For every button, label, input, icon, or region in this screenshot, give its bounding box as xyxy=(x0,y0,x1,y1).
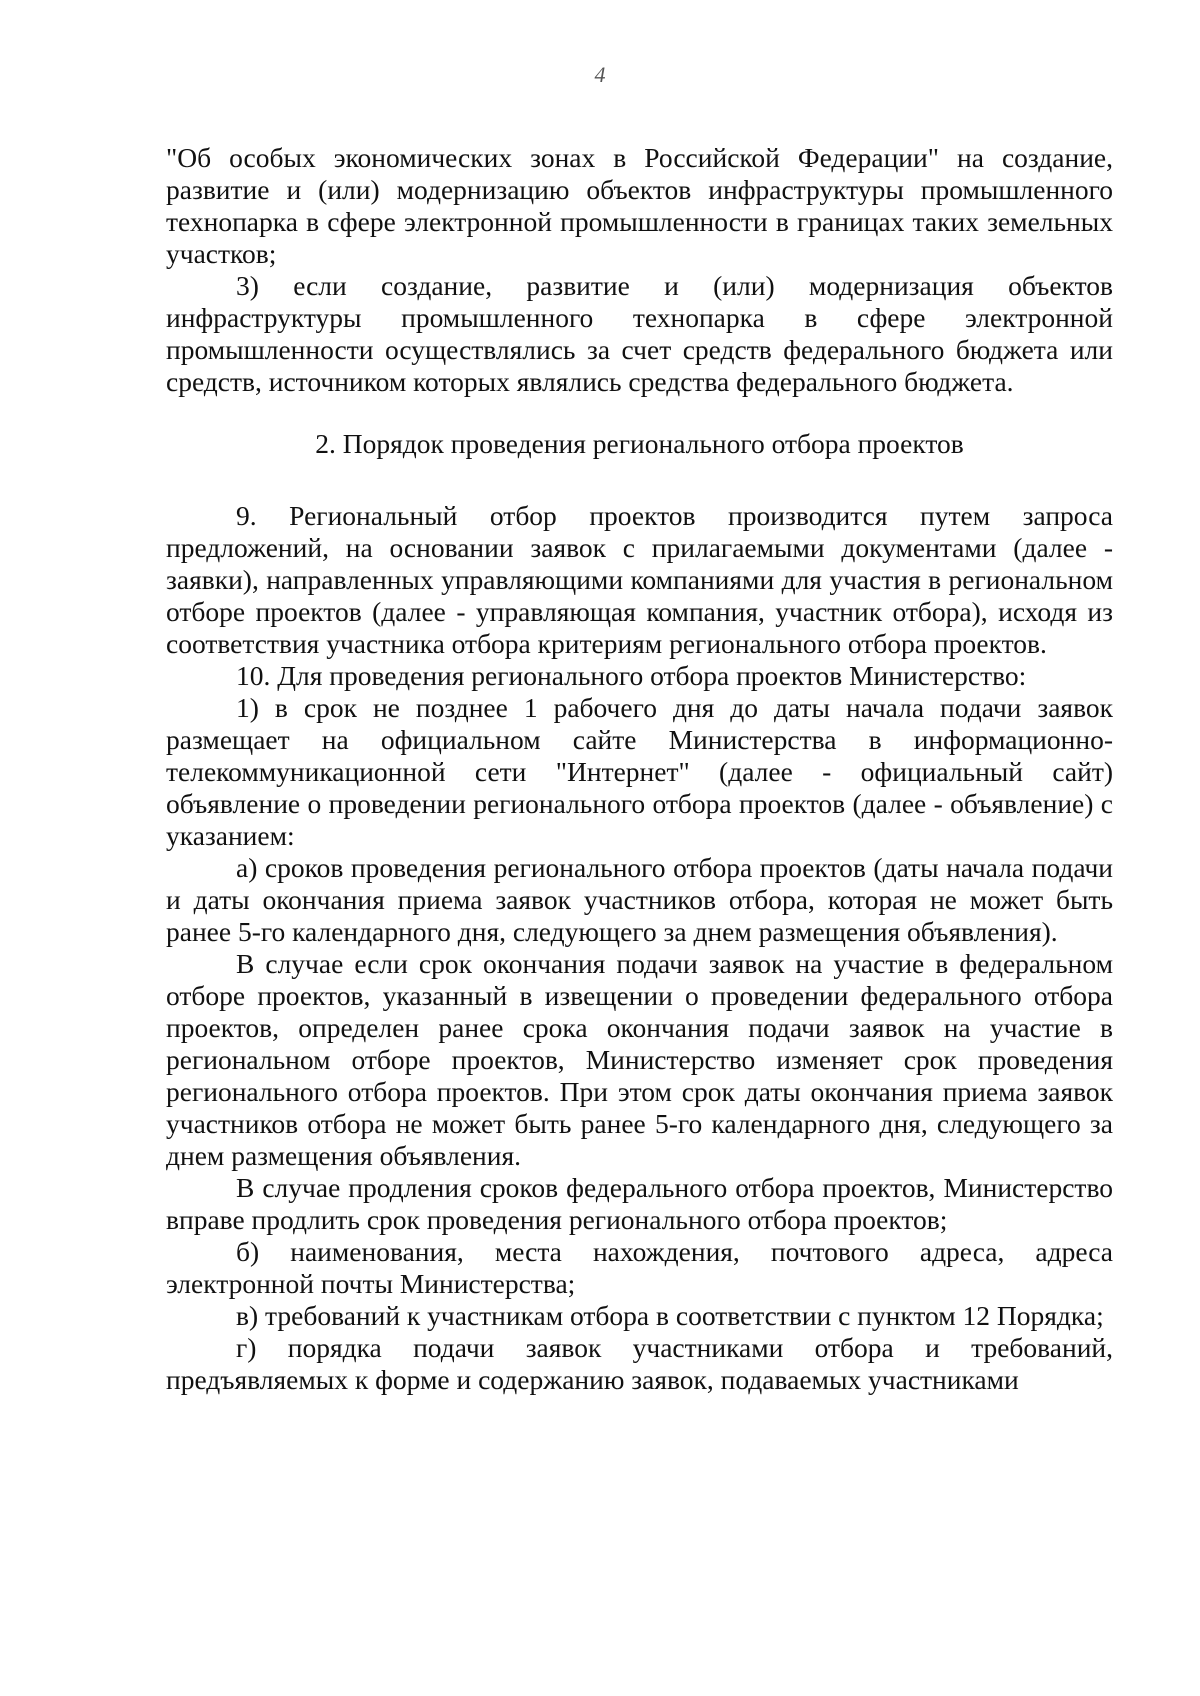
document-body xyxy=(166,142,1113,1396)
paragraph-10-item-1: 1) в срок не позднее 1 рабочего дня до даты начала подачи заявок размещает на официальном сайте Министерства в информационно-телекоммуникационной сети "Интернет" (далее - официальный сайт) объявление о проведении регионального отбора проектов (далее - объявление) с указанием: xyxy=(166,692,1113,851)
paragraph-case-deadline: В случае если срок окончания подачи заявок на участие в федеральном отборе проектов, указанный в извещении о проведении федерального отбора проектов, определен ранее срока окончания подачи заявок на участие в региональном отборе проектов, Министерство изменяет срок проведения регионального отбора проектов. При этом срок даты окончания приема заявок участников отбора не может быть ранее 5-го календарного дня, следующего за днем размещения объявления. xyxy=(166,948,1113,1171)
page-number: 4 xyxy=(594,62,606,87)
paragraph-subitem-g: г) порядка подачи заявок участниками отбора и требований, предъявляемых к форме и содержанию заявок, подаваемых участниками xyxy=(166,1332,1113,1395)
paragraph-subitem-a: а) сроков проведения регионального отбора проектов (даты начала подачи и даты окончания приема заявок участников отбора, которая не может быть ранее 5-го календарного дня, следующего за днем размещения объявления). xyxy=(166,852,1113,947)
paragraph-subitem-b: б) наименования, места нахождения, почтового адреса, адреса электронной почты Министерства; xyxy=(166,1236,1113,1299)
paragraph-subitem-v: в) требований к участникам отбора в соответствии с пунктом 12 Порядка; xyxy=(236,1300,1104,1331)
paragraph-10: 10. Для проведения регионального отбора проектов Министерство: xyxy=(236,660,1027,691)
paragraph-case-extension: В случае продления сроков федерального отбора проектов, Министерство вправе продлить срок проведения регионального отбора проектов; xyxy=(166,1172,1113,1235)
section-heading: 2. Порядок проведения регионального отбора проектов xyxy=(315,428,964,459)
paragraph-item-3: 3) если создание, развитие и (или) модернизация объектов инфраструктуры промышленного технопарка в сфере электронной промышленности осуществлялись за счет средств федерального бюджета или средств, источником которых являлись средства федерального бюджета. xyxy=(166,270,1113,397)
paragraph-continuation: "Об особых экономических зонах в Российской Федерации" на создание, развитие и (или) модернизацию объектов инфраструктуры промышленного технопарка в сфере электронной промышленности в границах таких земельных участков; xyxy=(166,142,1113,269)
paragraph-9: 9. Региональный отбор проектов производится путем запроса предложений, на основании заявок с прилагаемыми документами (далее - заявки), направленных управляющими компаниями для участия в региональном отборе проектов (далее - управляющая компания, участник отбора), исходя из соответствия участника отбора критериям регионального отбора проектов. xyxy=(166,500,1113,659)
